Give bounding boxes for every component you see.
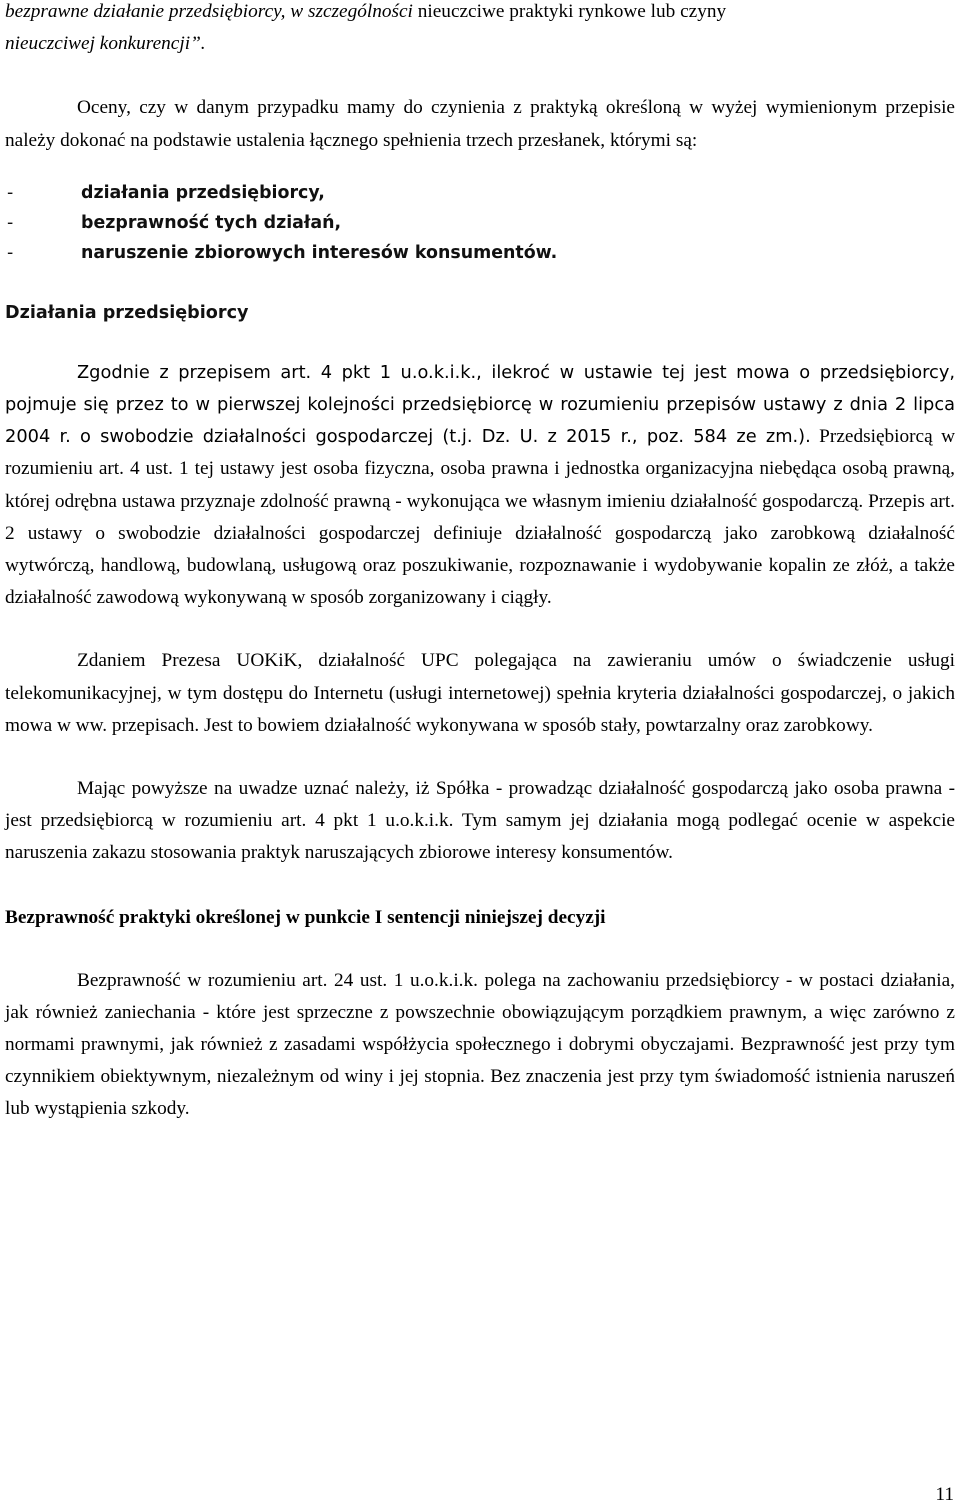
condition-text: bezprawność tych działań, <box>81 213 342 234</box>
unlawfulness-paragraph: Bezprawność w rozumieniu art. 24 ust. 1 u.o.k.i.k. polega na zachowaniu przedsiębiorcy - w postaci działania, jak również zaniechania - które jest sprzeczne z powszechnie obowiązującym porządkiem prawnym, a więc zarówno z normami prawnymi, jak również z zasadami współżycia społecznego i dobrymi obyczajami. Bezprawność jest przy tym czynnikiem obiektywnym, niezależnym od winy i jej stopnia. Bez znaczenia jest przy tym świadomość istnienia naruszeń lub wystąpienia szkody. <box>5 969 955 1120</box>
condition-text: działania przedsiębiorcy, <box>81 182 325 203</box>
section-heading-activities: Działania przedsiębiorcy <box>5 302 249 323</box>
dash-marker: - <box>7 213 14 234</box>
page-number: 11 <box>935 1484 954 1505</box>
conditions-list <box>5 178 955 269</box>
document-page <box>5 0 955 1126</box>
definition-lead: Zgodnie z przepisem art. 4 pkt 1 u.o.k.i.k., ilekroć w ustawie tej jest mowa o przedsiębiorcy, pojmuje się przez to w pierwszej kolejności przedsiębiorcę w rozumieniu przepisów ustawy z dnia 2 lipca 2004 r. o swobodzie działalności gospodarczej (t.j. Dz. U. z 2015 r., poz. 584 ze zm.). <box>5 361 955 448</box>
definition-paragraph <box>5 357 955 615</box>
section-heading-unlawfulness: Bezprawność praktyki określonej w punkcie I sentencji niniejszej decyzji <box>5 906 606 928</box>
condition-item <box>5 238 955 268</box>
condition-item <box>5 178 955 208</box>
upc-paragraph: Zdaniem Prezesa UOKiK, działalność UPC polegająca na zawieraniu umów o świadczenie usługi telekomunikacyjnej, w tym dostępu do Internetu (usługi internetowej) spełnia kryteria działalności gospodarczej, o jakich mowa w ww. przepisach. Jest to bowiem działalność wykonywana w sposób stały, powtarzalny oraz zarobkowy. <box>5 650 955 736</box>
dash-marker: - <box>7 182 14 203</box>
company-paragraph: Mając powyższe na uwadze uznać należy, iż Spółka - prowadząc działalność gospodarczą jako osoba prawna - jest przedsiębiorcą w rozumieniu art. 4 pkt 1 u.o.k.i.k. Tym samym jej działania mogą podlegać ocenie w aspekcie naruszenia zakazu stosowania praktyk naruszających zbiorowe interesy konsumentów. <box>5 777 955 864</box>
condition-item <box>5 208 955 238</box>
quote-italic-part-2: nieuczciwej konkurencji”. <box>5 33 206 55</box>
quote-normal-part-1: nieuczciwe praktyki rynkowe lub czyny <box>412 1 727 22</box>
definition-rest: Przedsiębiorcą w rozumieniu art. 4 ust. 1 tej ustawy jest osoba fizyczna, osoba prawna i jednostka organizacyjna niebędąca osobą prawną, której odrębna ustawa przyznaje zdolność prawną - wykonująca we własnym imieniu działalność gospodarczą. Przepis art. 2 ustawy o swobodzie działalności gospodarczej definiuje działalność gospodarczą jako zarobkową działalność wytwórczą, handlową, budowlaną, usługową oraz poszukiwanie, rozpoznawanie i wydobywanie kopalin ze złóż, a także działalność zawodową wykonywaną w sposób zorganizowany i ciągły. <box>5 426 955 609</box>
continued-quote <box>5 0 955 60</box>
condition-text: naruszenie zbiorowych interesów konsumentów. <box>81 243 558 264</box>
intro-paragraph: Oceny, czy w danym przypadku mamy do czynienia z praktyką określoną w wyżej wymienionym przepisie należy dokonać na podstawie ustalenia łącznego spełnienia trzech przesłanek, którymi są: <box>5 97 955 151</box>
dash-marker: - <box>7 243 14 264</box>
quote-italic-part-1: bezprawne działanie przedsiębiorcy, w szczególności <box>5 1 413 22</box>
